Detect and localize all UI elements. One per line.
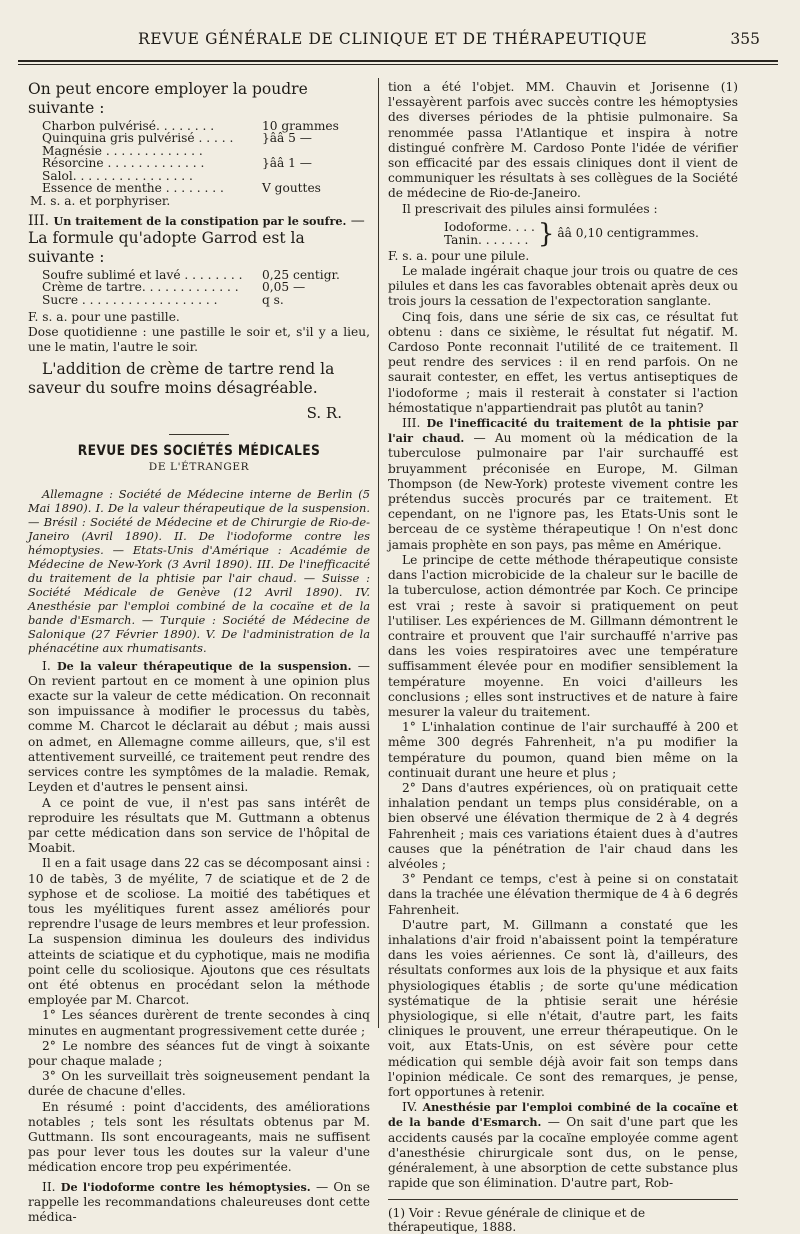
section-number: III. <box>28 212 50 229</box>
section-title: De l'iodoforme contre les hémoptysies. <box>60 1179 311 1194</box>
section-number: I. <box>42 658 51 673</box>
list-item: 3° Pendant ce temps, c'est à peine si on constatait dans la trachée une élévation thermique de 4 à 6 degrés Fahrenheit. <box>388 872 738 917</box>
section-title: De la valeur thérapeutique de la suspension. <box>56 658 352 673</box>
section-number: II. <box>42 1179 56 1194</box>
page-number: 355 <box>730 30 760 48</box>
header-rule <box>18 60 778 62</box>
pill-recipe <box>444 218 738 249</box>
running-header <box>20 30 800 52</box>
separator-rule <box>169 434 229 435</box>
recipe-line: Essence de menthe . . . . . . . . V gouttes <box>42 181 321 196</box>
fsa-line: F. s. a. pour une pilule. <box>388 248 530 263</box>
revue-subtitle: DE L'ÉTRANGER <box>148 460 250 473</box>
revue-title: REVUE DES SOCIÉTÉS MÉDICALES <box>77 442 321 459</box>
section-number: III. <box>402 416 421 431</box>
pill-ingredients <box>444 221 535 247</box>
list-item: 3° On les surveillait très soigneusement pendant la durée de chacune d'elles. <box>28 1069 370 1099</box>
garrod-line: La formule qu'adopte Garrod est la suivante : <box>28 228 305 266</box>
recipe-line: Tanin. . . . . . . <box>444 232 529 247</box>
section-title: De l'inefficacité du traitement de la phtisie par l'air chaud. <box>388 416 739 446</box>
recipe-line: Salol. . . . . . . . . . . . . . . . <box>42 169 193 183</box>
section-ii-paragraph: II. De l'iodoforme contre les hémoptysies. — On se rappelle les recommandations chaleureuses dont cette médica- <box>28 1179 370 1224</box>
brace-glyph: } <box>537 218 555 249</box>
recipe-line: Magnésie . . . . . . . . . . . . . <box>42 144 203 158</box>
recipe-line: Soufre sublimé et lavé . . . . . . . . 0,25 centigr. <box>42 267 340 282</box>
section-iii-paragraph: III. De l'inefficacité du traitement de la phtisie par l'air chaud. — Au moment où la médication de la tuberculose pulmonaire par l'air surchauffé est bruyamment préconisée en Europe, M. Gilman Thompson (de New-York) proteste vivement contre les prétendus succès procurés par ce traitement. Et cependant, on ne l'ignore pas, les Etats-Unis sont le berceau de ce système thérapeutique ! On n'est donc jamais prophète en son pays, pas même en Amérique. <box>388 416 739 552</box>
section-title: Anesthésie par l'emploi combiné de la cocaïne et de la bande d'Esmarch. <box>388 1100 738 1130</box>
recipe-line: Sucre . . . . . . . . . . . . . . . . . . q s. <box>42 292 284 307</box>
paragraph: Il prescrivait des pilules ainsi formulées : <box>402 201 658 216</box>
header-rule-thin <box>18 64 778 65</box>
recipe-line: Résorcine . . . . . . . . . . . . . }ââ 1 — <box>42 156 312 171</box>
paragraph: Cinq fois, dans une série de six cas, ce résultat fut obtenu : dans ce sixième, le résultat fut négatif. M. Cardoso Ponte reconnait l'utilité de ce traitement. Il peut rendre des services : il en rend parfois. On ne saurait contester, en effet, les vertus antiseptiques de l'iodoforme ; mais il resterait à constater si l'action hémostatique n'appartiendrait pas plutôt au tanin? <box>388 309 738 415</box>
list-item: 1° L'inhalation continue de l'air surchauffé à 200 et même 300 degrés Fahrenheit, n'a pu modifier la température du poumon, quand bien même on la continuait durant une heure et plus ; <box>388 720 738 780</box>
list-item: 2° Le nombre des séances fut de vingt à soixante pour chaque malade ; <box>28 1038 370 1068</box>
column-divider <box>378 78 379 1028</box>
section-iv-paragraph: IV. Anesthésie par l'emploi combiné de la cocaïne et de la bande d'Esmarch. — On sait d'une part que les accidents causés par la cocaïne employée comme agent d'anesthésie chirurgicale sont dus, on le pense, généralement, à une absorption de cette substance plus rapide que son élimination. D'autre part, Rob- <box>388 1100 738 1191</box>
paragraph: Le principe de cette méthode thérapeutique consiste dans l'action microbicide de la chaleur sur le bacille de la tuberculose, action démontrée par Koch. Ce principe est vrai ; reste à savoir si pratiquement on peut l'utiliser. Les expériences de M. Gillmann démontrent le contraire et prouvent que l'air surchauffé n'arrive pas dans les voies respiratoires avec une température suffisamment élevée pour en modifier sensiblement la température moyenne. En voici d'ailleurs les conclusions ; elles sont instructives et de nature à faire mesurer la valeur du traitement. <box>388 552 738 719</box>
tartre-line: L'addition de crème de tartre rend la saveur du soufre moins désagréable. <box>28 359 335 397</box>
section-i-paragraph: I. De la valeur thérapeutique de la suspension. — On revient partout en ce moment à une opinion plus exacte sur la valeur de cette médication. On reconnait son impuissance à modifier le processus du tabès, comme M. Charcot le déclarait au début ; mais aussi on admet, en Allemagne comme ailleurs, que, s'il est attentivement surveillé, ce traitement peut rendre des services contre les symptômes de la maladie. Remak, Leyden et d'autres le pensent ainsi. <box>28 658 370 795</box>
section-title: Un traitement de la constipation par le soufre. <box>53 213 347 228</box>
footnote: (1) Voir : Revue générale de clinique et de thérapeutique, 1888. <box>388 1206 646 1234</box>
dose-line: Dose quotidienne : une pastille le soir et, s'il y a lieu, une le matin, l'autre le soir. <box>28 325 370 355</box>
recipe-line: Quinquina gris pulvérisé . . . . . }ââ 5 — <box>42 131 312 146</box>
powder-intro: On peut encore employer la poudre suivante : <box>28 80 308 117</box>
pill-quantity: ââ 0,10 centigrammes. <box>557 226 699 241</box>
sulfur-recipe <box>28 269 370 306</box>
right-column <box>388 80 738 1234</box>
summary-paragraph: Allemagne : Société de Médecine interne de Berlin (5 Mai 1890). I. De la valeur thérapeutique de la suspension. — Brésil : Société de Médecine et de Chirurgie de Rio-de-Janeiro (Avril 1890). II. De l'iodoforme contre les hémoptysies. — Etats-Unis d'Amérique : Académie de Médecine de New-York (3 Avril 1890). III. De l'inefficacité du traitement de la phtisie par l'air chaud. — Suisse : Société Médicale de Genève (12 Avril 1890). IV. Anesthésie par l'emploi combiné de la cocaïne et de la bande d'Esmarch. — Turquie : Société de Médecine de Salonique (27 Février 1890). V. De l'administration de la phénacétine aux rhumatisants. <box>28 486 370 655</box>
left-column <box>28 80 370 1225</box>
paragraph: tion a été l'objet. MM. Chauvin et Jorisenne (1) l'essayèrent parfois avec succès contre les hémoptysies des diverses périodes de la phtisie pulmonaire. Sa renommée passa l'Atlantique et inspira à notre distingué confrère M. Cardoso Ponte l'idée de vérifier son efficacité par des essais cliniques dont il vient de communiquer les résultats à ses collègues de la Société de médecine de Rio-de-Janeiro. <box>388 80 738 201</box>
list-item: 1° Les séances durèrent de trente secondes à cinq minutes en augmentant progressivement cette durée ; <box>28 1008 370 1038</box>
paragraph: En résumé : point d'accidents, des améliorations notables ; tels sont les résultats obtenus par M. Guttmann. Ils sont encourageants, mais ne suffisent pas pour lever tous les doutes sur la valeur d'une médication encore trop peu expérimentée. <box>28 1099 370 1175</box>
msa-line: M. s. a. et porphyriser. <box>30 194 171 209</box>
powder-recipe <box>28 120 370 194</box>
recipe-line: Crème de tartre. . . . . . . . . . . . . 0,05 — <box>42 280 306 295</box>
paragraph: Le malade ingérait chaque jour trois ou quatre de ces pilules et dans les cas favorables obtenait après deux ou trois jours la cessation de l'expectoration sanglante. <box>388 264 738 309</box>
section-number: IV. <box>402 1100 418 1115</box>
section-iii-heading: III. Un traitement de la constipation par le soufre. — <box>28 212 365 229</box>
list-item: 2° Dans d'autres expériences, où on pratiquait cette inhalation pendant un temps plus considérable, on a bien observé une élévation thermique de 2 à 4 degrés Fahrenheit ; mais ces variations étaient dues à d'autres causes que la pénétration de l'air chaud dans les alvéoles ; <box>388 780 738 871</box>
recipe-line: Charbon pulvérisé. . . . . . . . 10 grammes <box>42 119 339 133</box>
recipe-line: Iodoforme. . . . <box>444 219 535 234</box>
signature: S. R. <box>306 403 342 422</box>
paragraph: Il en a fait usage dans 22 cas se décomposant ainsi : 10 de tabès, 3 de myélite, 7 de sciatique et de 2 de syphose et de scoliose. La moitié des tabétiques et tous les myélitiques furent assez améliorés pour reprendre l'usage de leurs membres et leur profession. La suspension diminua les douleurs des individus atteints de sciatique et du cyphotique, mais ne modifia point celle du scoliosique. Ajoutons que ces résultats ont été obtenus en procédant selon la méthode employée par M. Charcot. <box>28 856 370 1008</box>
running-title: REVUE GÉNÉRALE DE CLINIQUE ET DE THÉRAPEUTIQUE <box>138 30 648 48</box>
fsa-line: F. s. a. pour une pastille. <box>28 310 180 325</box>
paragraph: D'autre part, M. Gillmann a constaté que les inhalations d'air froid n'abaissent point la température dans les voies aériennes. Ce sont là, d'ailleurs, des résultats conformes aux lois de la physique et aux faits physiologiques établis ; de sorte qu'une médication systématique de la phtisie serait une hérésie physiologique, si elle n'était, d'autre part, les faits cliniques le prouvent, une erreur thérapeutique. On le voit, aux Etats-Unis, on est sévère pour cette médication qui semble déjà avoir fait son temps dans l'opinion médicale. Ce sont des remarques, je pense, fort opportunes à retenir. <box>388 917 738 1099</box>
paragraph: A ce point de vue, il n'est pas sans intérêt de reproduire les résultats que M. Guttmann a obtenus par cette médication dans son service de l'hôpital de Moabit. <box>28 795 370 856</box>
